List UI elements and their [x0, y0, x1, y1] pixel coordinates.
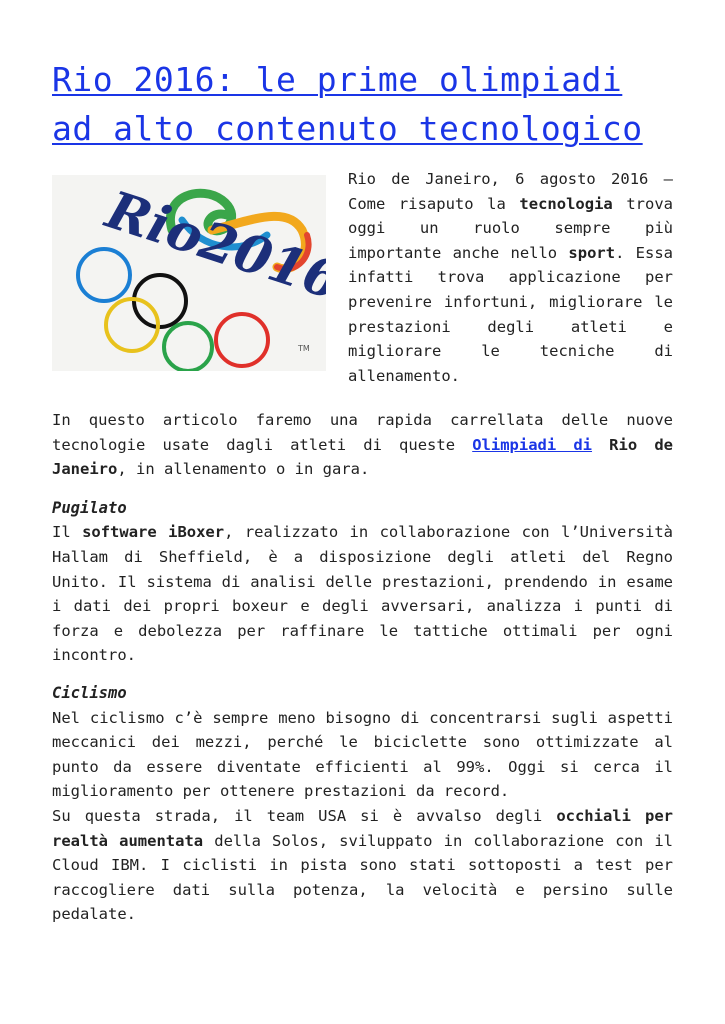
- section-heading-pugilato: Pugilato: [52, 498, 127, 517]
- article-title[interactable]: Rio 2016: le prime olimpiadi ad alto contenuto tecnologico: [52, 60, 643, 148]
- bold-software-iboxer: software iBoxer: [82, 523, 225, 542]
- section-heading-ciclismo: Ciclismo: [52, 683, 127, 702]
- bold-rio-de-janeiro: Rio de Janeiro: [52, 435, 673, 479]
- paragraph-ciclismo-1: Nel ciclismo c’è sempre meno bisogno di concentrarsi sugli aspetti meccanici dei mezzi, perché le biciclette sono ottimizzate al punto da essere diventate efficienti al 99%. Oggi si cerca il miglioramento per ottenere prestazioni da record.: [52, 708, 673, 801]
- svg-text:Rio2016: Rio2016: [99, 179, 326, 313]
- paragraph-ciclismo-2: Su questa strada, il team USA si è avvalso degli occhiali per realtà aumentata della Solos, sviluppato in collaborazione con il Cloud IBM. I ciclisti in pista sono stati sottoposti a test per raccogliere dati sulla potenza, la velocità e persino sulle pedalate.: [52, 806, 674, 924]
- bold-sport: sport: [568, 243, 616, 262]
- svg-text:TM: TM: [298, 344, 310, 353]
- section-ciclismo: [52, 681, 673, 927]
- bold-occhiali: occhiali per realtà aumentata: [52, 806, 673, 850]
- olimpiadi-link[interactable]: Olimpiadi di: [472, 435, 593, 454]
- document-page: [52, 55, 673, 927]
- paragraph-overview: In questo articolo faremo una rapida carrellata delle nuove tecnologie usate dagli atleti di queste Olimpiadi di Rio de Janeiro, in allenamento o in gara.: [52, 411, 673, 479]
- intro-section: [52, 170, 673, 395]
- section-pugilato: [52, 496, 673, 668]
- paragraph-pugilato: Il software iBoxer, realizzato in collaborazione con l’Università Hallam di Sheffield, è a disposizione degli atleti del Regno Unito. Il sistema di analisi delle prestazioni, prendendo in esame i dati dei propri boxeur e degli avversari, analizza i punti di forza e debolezza per raffinare le tattiche ottimali per ogni incontro.: [52, 523, 673, 665]
- bold-tecnologia: tecnologia: [519, 194, 613, 213]
- rio-2016-logo-image: [52, 175, 326, 371]
- intro-paragraph: Rio de Janeiro, 6 agosto 2016 – Come risaputo la tecnologia trova oggi un ruolo sempre più importante anche nello sport. Essa infatti trova applicazione per prevenire infortuni, migliorare le prestazioni degli atleti e migliorare le tecniche di allenamento.: [348, 170, 673, 385]
